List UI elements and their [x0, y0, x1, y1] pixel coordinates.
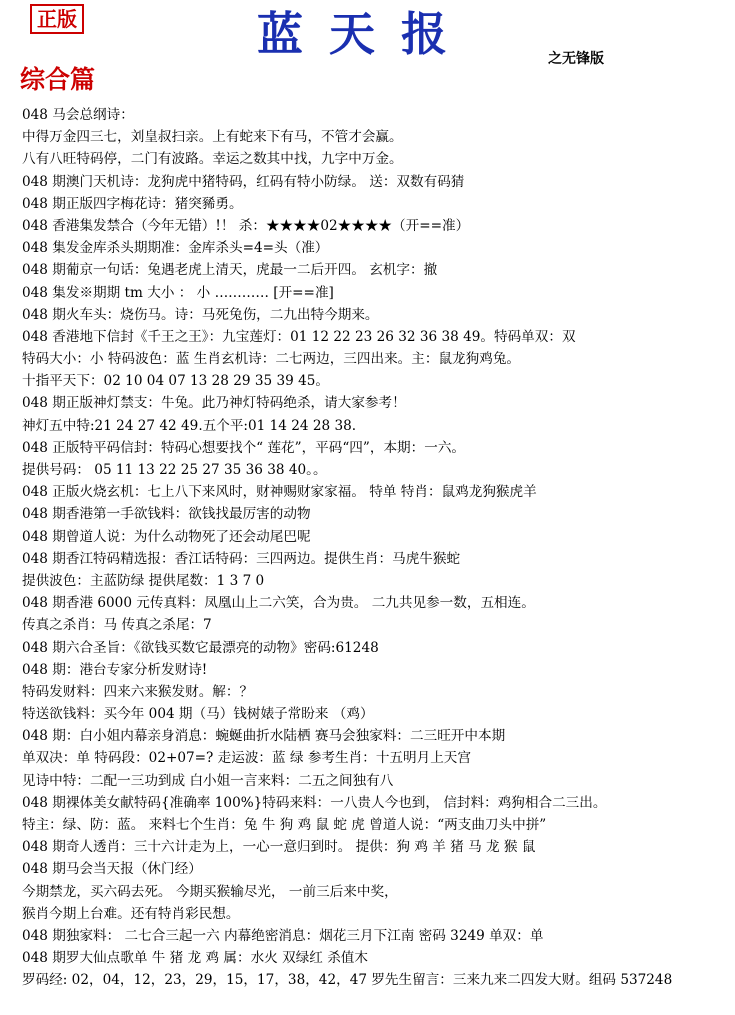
text-line: 048 香港集发禁合（今年无错）!！ 杀：★★★★02★★★★（开==准） [22, 217, 470, 234]
text-line: 048 期香江特码精选报：香江话特码：三四两边。提供生肖：马虎牛猴蛇 [22, 550, 461, 567]
text-line: 048 期火车头：烧伤马。诗：马死兔伤，二九出特今期来。 [22, 306, 379, 323]
text-line: 特码大小：小 特码波色：蓝 生肖玄机诗：二七两边，三四出来。主：鼠龙狗鸡兔。 [22, 351, 521, 368]
text-line: 048 期正版四字梅花诗：猪突豨勇。 [22, 195, 243, 212]
text-line: 048 期曾道人说：为什么动物死了还会动尾巴呢 [22, 528, 311, 545]
text-line: 048 期葡京一句话：兔遇老虎上清天，虎最一二后开四。 玄机字：撤 [22, 262, 438, 279]
text-line: 传真之杀肖：马 传真之杀尾：7 [22, 617, 212, 634]
text-line: 048 期奇人透肖：三十六计走为上，一心一意归到时。 提供：狗 鸡 羊 猪 马 龙 猴 鼠 [22, 839, 536, 856]
text-line: 猴肖今期上台难。还有特肖彩民想。 [22, 905, 240, 922]
text-line: 048 香港地下信封《千王之王》：九宝莲灯：01 12 22 23 26 32 36 38 49。特码单双：双 [22, 328, 576, 345]
text-line: 048 期六合圣旨：《欲钱买数它最漂亮的动物》密码:61248 [22, 639, 379, 656]
authentic-badge: 正版 [30, 4, 84, 34]
page-title: 蓝天报 [257, 7, 473, 61]
text-line: 特码发财料：四来六来猴发财。解：？ [22, 683, 254, 700]
text-line: 048 期香港第一手欲钱料：欲钱找最厉害的动物 [22, 506, 311, 523]
text-line: 048 马会总纲诗： [22, 107, 134, 123]
text-line: 八有八旺特码停，二门有波路。幸运之数其中找，九字中万金。 [22, 151, 403, 168]
text-line: 048 集发金库杀头期期准：金库杀头=4=头（准） [22, 240, 329, 257]
text-line: 048 期独家料： 二七合三起一六 内幕绝密消息：烟花三月下江南 密码 3249 单双：单 [22, 927, 544, 944]
text-line: 提供波色：主蓝防绿 提供尾数：1 3 7 0 [22, 572, 265, 589]
text-line: 048 集发※期期 tm 大小 ： 小 ………… [开==准] [22, 284, 334, 301]
text-line: 今期禁龙，买六码去死。 今期买猴输尽光， 一前三后来中奖， [22, 883, 398, 900]
text-line: 048 正版火烧玄机：七上八下来风时，财神赐财家家福。 特单 特肖：鼠鸡龙狗猴虎羊 [22, 484, 537, 501]
text-line: 罗码经: 02，04，12，23，29，15，17，38，42，47 罗先生留言：三来九来二四发大财。组码 537248 [22, 972, 673, 989]
text-line: 048 期马会当天报（休门经） [22, 861, 202, 878]
text-line: 特送欲钱料：买今年 004 期（马）钱树婊子常盼来 （鸡） [22, 706, 374, 723]
text-line: 048 期罗大仙点歌单 牛 猪 龙 鸡 属：水火 双绿红 杀值木 [22, 950, 368, 967]
text-line: 048 期香港 6000 元传真料：凤凰山上二六笑，合为贵。 二九共见参一数，五相连。 [22, 595, 535, 612]
section-heading: 综合篇 [20, 65, 96, 94]
text-line: 提供号码： 05 11 13 22 25 27 35 36 38 40。。 [22, 462, 327, 478]
text-line: 048 期：白小姐内幕亲身消息：蜿蜒曲折水陆栖 赛马会独家料：二三旺开中本期 [22, 728, 506, 745]
text-line: 十指平天下：02 10 04 07 13 28 29 35 39 45。 [22, 373, 330, 390]
text-line: 048 期：港台专家分析发财诗! [22, 661, 208, 678]
text-line: 048 期裸体美女献特码{准确率 100%}特码来料：一八贵人今也到， 信封料：鸡狗相合二三出。 [22, 794, 607, 811]
text-line: 单双决：单 特码段：02+07=? 走运波：蓝 绿 参考生肖：十五明月上天宫 [22, 750, 471, 767]
content-lines [22, 104, 730, 992]
text-line: 048 期正版神灯禁支：牛兔。此乃神灯特码绝杀，请大家参考！ [22, 395, 406, 412]
text-line: 中得万金四三七，刘皇叔扫亲。上有蛇来下有马，不管才会赢。 [22, 129, 403, 146]
text-line: 见诗中特：二配一三功到成 白小姐一言来料：二五之间独有八 [22, 772, 394, 789]
text-line: 048 期澳门天机诗：龙狗虎中猪特码，红码有特小防绿。 送：双数有码猜 [22, 173, 465, 190]
text-line: 048 正版特平码信封：特码心想要找个“ 莲花”，平码“四”，本期：一六。 [22, 439, 466, 456]
text-line: 神灯五中特:21 24 27 42 49.五个平:01 14 24 28 38. [22, 417, 357, 434]
text-line: 特主：绿、防：蓝。 来料七个生肖：兔 牛 狗 鸡 鼠 蛇 虎 曾道人说：“两支曲刀头中拼” [22, 817, 547, 833]
edition-label: 之无锋版 [548, 51, 604, 67]
